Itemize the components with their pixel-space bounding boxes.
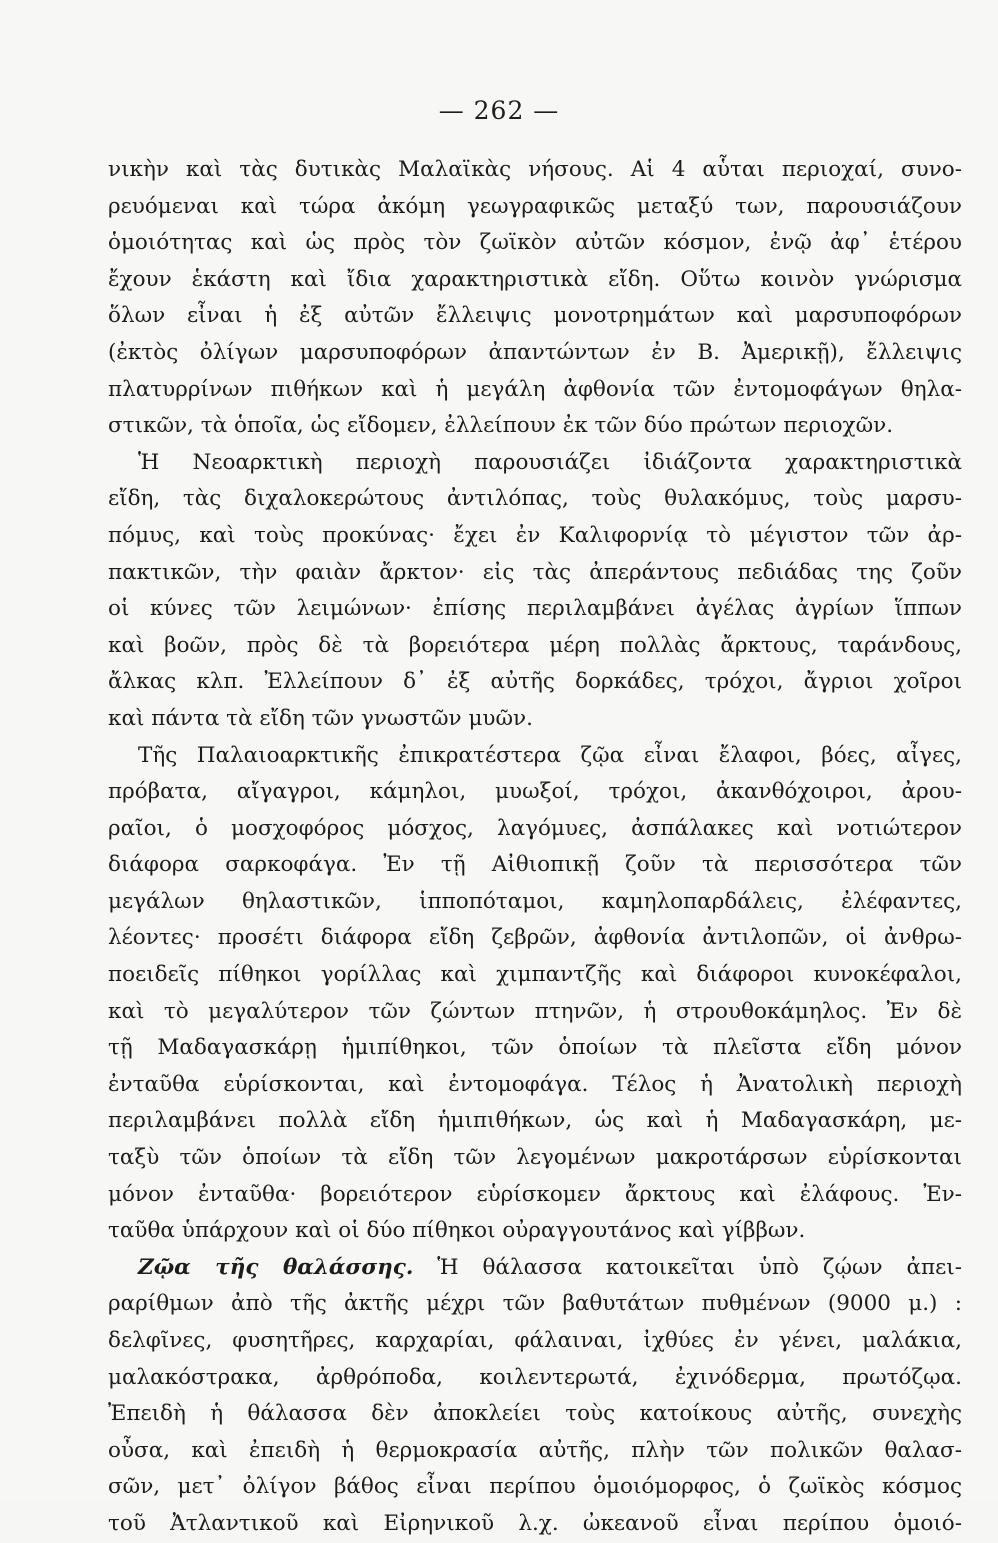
text-line: τοῦ Ἀτλαντικοῦ καὶ Εἰρηνικοῦ λ.χ. ὠκεανοῦ εἶναι περίπου ὁμοιό- xyxy=(108,1510,962,1536)
text-line: ραῖοι, ὁ μοσχοφόρος μόσχος, λαγόμυες, ἀσπάλακες καὶ νοτιώτερον xyxy=(108,815,962,841)
text-line: Ἐπειδὴ ἡ θάλασσα δὲν ἀποκλείει τοὺς κατοίκους αὐτῆς, συνεχὴς xyxy=(108,1401,962,1427)
text-line: διάφορα σαρκοφάγα. Ἐν τῇ Αἰθιοπικῇ ζοῦν τὰ περισσότερα τῶν xyxy=(108,852,962,878)
text-line: μαλακόστρακα, ἀρθρόποδα, κοιλεντερωτά, ἐχινόδερμα, πρωτόζῳα. xyxy=(108,1364,962,1390)
text-line: ραρίθμων ἀπὸ τῆς ἀκτῆς μέχρι τῶν βαθυτάτων πυθμένων (9000 μ.) : xyxy=(108,1291,962,1317)
text-line: πρόβατα, αἴγαγροι, κάμηλοι, μυωξοί, τρόχοι, ἀκανθόχοιροι, ἀρου- xyxy=(108,779,962,805)
text-line: περιλαμβάνει πολλὰ εἴδη ἡμιπιθήκων, ὡς καὶ ἡ Μαδαγασκάρη, με- xyxy=(108,1108,962,1134)
text-line: (ἐκτὸς ὀλίγων μαρσυποφόρων ἀπαντώντων ἐν Β. Ἀμερικῇ), ἔλλειψις xyxy=(108,339,962,365)
text-line: πόμυς, καὶ τοὺς προκύνας· ἔχει ἐν Καλιφορνίᾳ τὸ μέγιστον τῶν ἀρ- xyxy=(108,522,962,548)
text-line: σῶν, μετ᾽ ὀλίγον βάθος εἶναι περίπου ὁμοιόμορφος, ὁ ζωϊκὸς κόσμος xyxy=(108,1474,962,1500)
text-line: οὖσα, καὶ ἐπειδὴ ἡ θερμοκρασία αὐτῆς, πλὴν τῶν πολικῶν θαλασ- xyxy=(108,1437,962,1463)
text-line: μεγάλων θηλαστικῶν, ἱπποπόταμοι, καμηλοπαρδάλεις, ἐλέφαντες, xyxy=(108,888,962,914)
text-line: Τῆς Παλαιοαρκτικῆς ἐπικρατέστερα ζῷα εἶναι ἔλαφοι, βόες, αἶγες, xyxy=(138,742,962,768)
text-line: νικὴν καὶ τὰς δυτικὰς Μαλαϊκὰς νήσους. Αἱ 4 αὗται περιοχαί, συνο- xyxy=(108,157,962,182)
section-heading: Ζῷα τῆς θαλάσσης. xyxy=(138,1254,414,1280)
text-line: εἴδη, τὰς διχαλοκερώτους ἀντιλόπας, τοὺς θυλακόμυς, τοὺς μαρσυ- xyxy=(108,486,962,512)
text-line: μόνον ἐνταῦθα· βορειότερον εὑρίσκομεν ἄρκτους καὶ ἐλάφους. Ἐν- xyxy=(108,1181,962,1207)
text-line: ρευόμεναι καὶ τώρα ἀκόμη γεωγραφικῶς μεταξύ των, παρουσιάζουν xyxy=(108,193,962,219)
text-line: καὶ πάντα τὰ εἴδη τῶν γνωστῶν μυῶν. xyxy=(108,705,533,731)
text-line: τῇ Μαδαγασκάρῃ ἡμιπίθηκοι, τῶν ὁποίων τὰ πλεῖστα εἴδη μόνον xyxy=(108,1035,962,1061)
text-line: πακτικῶν, τὴν φαιὰν ἄρκτον· εἰς τὰς ἀπεράντους πεδιάδας της ζοῦν xyxy=(108,559,962,585)
text-line: οἱ κύνες τῶν λειμώνων· ἐπίσης περιλαμβάνει ἀγέλας ἀγρίων ἵππων xyxy=(108,596,962,622)
text-line: ὅλων εἶναι ἡ ἐξ αὐτῶν ἔλλειψις μονοτρημάτων καὶ μαρσυποφόρων xyxy=(108,303,962,329)
text-line: ταξὺ τῶν ὁποίων τὰ εἴδη τῶν λεγομένων μακροτάρσων εὑρίσκονται xyxy=(108,1145,962,1171)
text-line: δελφῖνες, φυσητῆρες, καρχαρίαι, φάλαιναι, ἰχθύες ἐν γένει, μαλάκια, xyxy=(108,1328,962,1353)
text-line: πλατυρρίνων πιθήκων καὶ ἡ μεγάλη ἀφθονία τῶν ἐντομοφάγων θηλα- xyxy=(108,376,962,402)
text-line: ποειδεῖς πίθηκοι γορίλλας καὶ χιμπαντζῆς καὶ διάφοροι κυνοκέφαλοι, xyxy=(108,962,962,988)
text-line: καὶ τὸ μεγαλύτερον τῶν ζώντων πτηνῶν, ἡ στρουθοκάμηλος. Ἐν δὲ xyxy=(108,998,962,1024)
text-line: ἔχουν ἑκάστη καὶ ἴδια χαρακτηριστικὰ εἴδη. Οὕτω κοινὸν γνώρισμα xyxy=(108,266,962,292)
text-line: ὁμοιότητας καὶ ὡς πρὸς τὸν ζωϊκὸν αὐτῶν κόσμον, ἐνῷ ἀφ᾽ ἑτέρου xyxy=(108,230,962,256)
text-line: Ἡ Νεοαρκτικὴ περιοχὴ παρουσιάζει ἰδιάζοντα χαρακτηριστικὰ xyxy=(138,449,962,475)
text-line: λέοντες· προσέτι διάφορα εἴδη ζεβρῶν, ἀφθονία ἀντιλοπῶν, οἱ ἀνθρω- xyxy=(108,925,962,951)
text-line: ἄλκας κλπ. Ἐλλείπουν δ᾽ ἐξ αὐτῆς δορκάδες, τρόχοι, ἄγριοι χοῖροι xyxy=(108,669,962,695)
text-line: ταῦθα ὑπάρχουν καὶ οἱ δύο πίθηκοι οὐραγγουτάνος καὶ γίββων. xyxy=(108,1218,806,1244)
text-line: στικῶν, τὰ ὁποῖα, ὡς εἴδομεν, ἐλλείπουν ἐκ τῶν δύο πρώτων περιοχῶν. xyxy=(108,413,894,439)
text-line-rest: Ἡ θάλασσα κατοικεῖται ὑπὸ ζῴων ἀπει- xyxy=(413,1254,962,1280)
body-text xyxy=(108,152,962,1543)
text-line: ἐνταῦθα εὑρίσκονται, καὶ ἐντομοφάγα. Τέλος ἡ Ἀνατολικὴ περιοχὴ xyxy=(108,1071,962,1097)
text-line: καὶ βοῶν, πρὸς δὲ τὰ βορειότερα μέρη πολλὰς ἄρκτους, ταράνδους, xyxy=(108,632,962,658)
page-number: — 262 — xyxy=(438,96,560,125)
text-line-with-heading xyxy=(108,1250,962,1287)
